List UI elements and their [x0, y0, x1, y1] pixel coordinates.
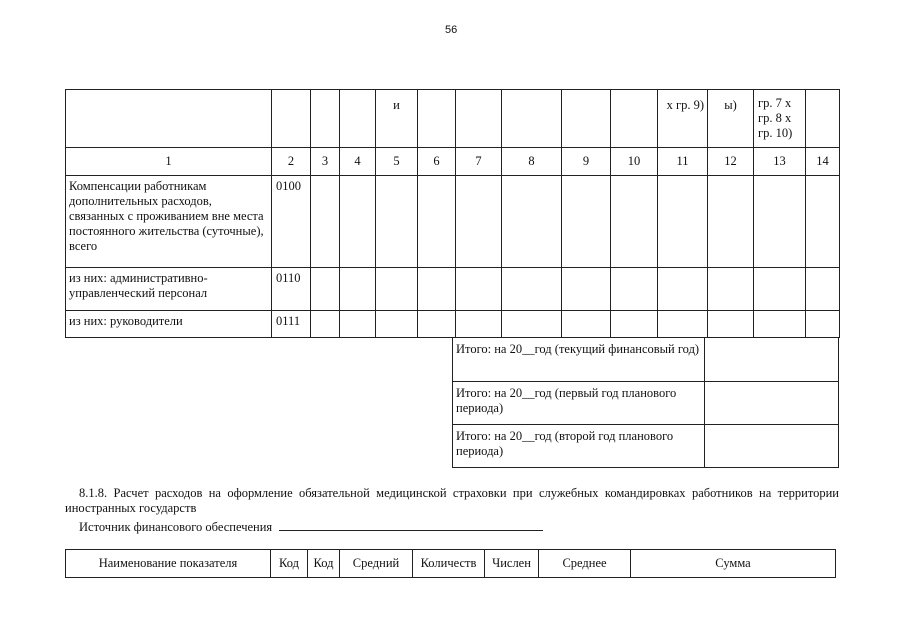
data-cell[interactable] — [340, 311, 376, 338]
data-cell[interactable] — [502, 311, 562, 338]
column-number: 8 — [502, 148, 562, 176]
header-cell: Наименование показателя — [66, 550, 271, 578]
data-cell[interactable] — [708, 311, 754, 338]
data-cell[interactable] — [658, 176, 708, 268]
data-cell[interactable] — [806, 311, 840, 338]
header-cell: Среднее — [539, 550, 631, 578]
column-number: 9 — [562, 148, 611, 176]
data-cell[interactable] — [562, 311, 611, 338]
header-cell — [418, 90, 456, 148]
data-cell[interactable] — [611, 311, 658, 338]
insurance-table — [65, 549, 836, 578]
row-name: из них: руководители — [66, 311, 272, 338]
header-cell: Сумма — [631, 550, 836, 578]
data-cell[interactable] — [806, 268, 840, 311]
header-cell: Числен — [485, 550, 539, 578]
totals-row — [453, 424, 839, 467]
data-cell[interactable] — [611, 268, 658, 311]
header-cell — [311, 90, 340, 148]
data-cell[interactable] — [806, 176, 840, 268]
data-cell[interactable] — [502, 176, 562, 268]
funding-source-line — [79, 518, 579, 535]
funding-source-label: Источник финансового обеспечения — [79, 520, 273, 534]
column-number: 11 — [658, 148, 708, 176]
data-cell[interactable] — [708, 176, 754, 268]
data-cell[interactable] — [754, 311, 806, 338]
totals-row — [453, 381, 839, 424]
column-number: 5 — [376, 148, 418, 176]
column-number: 2 — [272, 148, 311, 176]
header-cell: гр. 7 х гр. 8 х гр. 10) — [754, 90, 806, 148]
data-cell[interactable] — [456, 311, 502, 338]
table-row — [66, 176, 840, 268]
data-cell[interactable] — [418, 311, 456, 338]
compensation-table — [65, 89, 840, 338]
data-cell[interactable] — [562, 268, 611, 311]
row-code: 0111 — [272, 311, 311, 338]
column-number: 13 — [754, 148, 806, 176]
column-number: 3 — [311, 148, 340, 176]
data-cell[interactable] — [611, 176, 658, 268]
totals-label: Итого: на 20__год (текущий финансовый год) — [453, 338, 705, 381]
data-cell[interactable] — [340, 268, 376, 311]
column-number: 7 — [456, 148, 502, 176]
funding-source-field[interactable] — [279, 518, 543, 531]
data-cell[interactable] — [456, 176, 502, 268]
column-number: 1 — [66, 148, 272, 176]
data-cell[interactable] — [502, 268, 562, 311]
header-cell — [806, 90, 840, 148]
insurance-header-row — [66, 550, 836, 578]
section-title: 8.1.8. Расчет расходов на оформление обязательной медицинской страховки при служебных командировках работников на территории иностранных государств — [65, 486, 839, 515]
header-cell: Средний — [340, 550, 413, 578]
data-cell[interactable] — [658, 268, 708, 311]
totals-table — [452, 338, 839, 468]
data-cell[interactable] — [658, 311, 708, 338]
data-cell[interactable] — [418, 176, 456, 268]
row-name: Компенсации работникам дополнительных расходов, связанных с проживанием вне места постоянного жительства (суточные), всего — [66, 176, 272, 268]
data-cell[interactable] — [418, 268, 456, 311]
header-cell — [340, 90, 376, 148]
data-cell[interactable] — [376, 311, 418, 338]
column-number-row — [66, 148, 840, 176]
header-cell — [456, 90, 502, 148]
table-row — [66, 311, 840, 338]
data-cell[interactable] — [456, 268, 502, 311]
header-cell: ы) — [708, 90, 754, 148]
row-name: из них: административно-управленческий персонал — [66, 268, 272, 311]
data-cell[interactable] — [311, 176, 340, 268]
row-code: 0100 — [272, 176, 311, 268]
header-cell — [502, 90, 562, 148]
table-row — [66, 268, 840, 311]
header-cell: Код — [308, 550, 340, 578]
data-cell[interactable] — [562, 176, 611, 268]
header-cell — [611, 90, 658, 148]
data-cell[interactable] — [340, 176, 376, 268]
data-cell[interactable] — [754, 176, 806, 268]
totals-label: Итого: на 20__год (первый год планового периода) — [453, 381, 705, 424]
data-cell[interactable] — [754, 268, 806, 311]
totals-row — [453, 338, 839, 381]
column-number: 10 — [611, 148, 658, 176]
row-code: 0110 — [272, 268, 311, 311]
column-number: 14 — [806, 148, 840, 176]
data-cell[interactable] — [376, 268, 418, 311]
header-cell — [66, 90, 272, 148]
totals-label: Итого: на 20__год (второй год планового периода) — [453, 424, 705, 467]
header-row — [66, 90, 840, 148]
data-cell[interactable] — [376, 176, 418, 268]
header-cell: Код — [271, 550, 308, 578]
totals-value[interactable] — [705, 424, 839, 467]
data-cell[interactable] — [311, 311, 340, 338]
header-cell — [562, 90, 611, 148]
header-cell: и — [376, 90, 418, 148]
column-number: 12 — [708, 148, 754, 176]
column-number: 6 — [418, 148, 456, 176]
header-cell: х гр. 9) — [658, 90, 708, 148]
data-cell[interactable] — [708, 268, 754, 311]
header-cell — [272, 90, 311, 148]
totals-value[interactable] — [705, 381, 839, 424]
totals-value[interactable] — [705, 338, 839, 381]
header-cell: Количеств — [413, 550, 485, 578]
column-number: 4 — [340, 148, 376, 176]
page-number: 56 — [445, 24, 458, 36]
data-cell[interactable] — [311, 268, 340, 311]
